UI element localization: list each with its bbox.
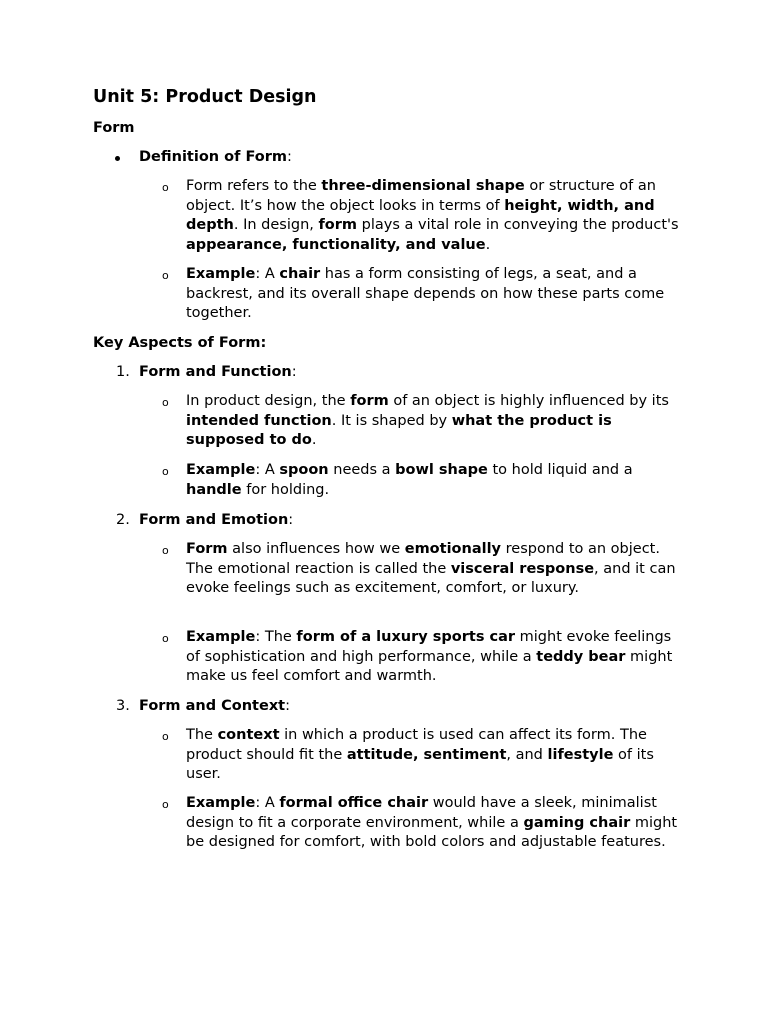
list-number: 3. — [116, 698, 130, 714]
function-paragraph: In product design, the form of an object is highly influenced by its intended function. It is shaped by what the product is supposed to do. — [186, 393, 669, 449]
definition-example-paragraph: Example: A chair has a form consisting of legs, a seat, and a backrest, and its overall shape depends on how these parts come together. — [186, 266, 665, 322]
sub-bullet-icon: o — [162, 465, 169, 478]
sub-bullet-icon: o — [162, 544, 169, 557]
sub-bullet-icon: o — [162, 269, 169, 282]
sub-bullet-icon: o — [162, 181, 169, 194]
definition-label-line — [139, 148, 292, 167]
function-example-paragraph: Example: A spoon needs a bowl shape to hold liquid and a handle for holding. — [186, 462, 633, 498]
bullet-dot-icon — [115, 156, 120, 161]
page-title: Unit 5: Product Design — [93, 87, 317, 107]
form-heading: Form — [93, 120, 135, 136]
definition-label: Definition of Form — [139, 149, 288, 165]
item-context-label: Form and Context — [139, 698, 286, 714]
list-number: 1. — [116, 364, 130, 380]
sub-bullet-icon: o — [162, 730, 169, 743]
item-emotion-label: Form and Emotion — [139, 512, 289, 528]
item-emotion-label-line: Form and Emotion: — [139, 512, 294, 528]
definition-paragraph: Form refers to the three-dimensional shape or structure of an object. It’s how the object looks in terms of height, width, and depth. In design, form plays a vital role in conveying the product's appearance, functionality, and value. — [186, 178, 679, 254]
sub-bullet-icon: o — [162, 632, 169, 645]
emotion-paragraph: Form also influences how we emotionally respond to an object. The emotional reaction is called the visceral response, and it can evoke feelings such as excitement, comfort, or luxury. — [186, 541, 676, 597]
item-function-label: Form and Function — [139, 364, 292, 380]
item-context-label-line: Form and Context: — [139, 698, 290, 714]
context-example-paragraph: Example: A formal office chair would have a sleek, minimalist design to fit a corporate environment, while a gaming chair might be designed for comfort, with bold colors and adjustable features. — [186, 795, 678, 851]
emotion-example-paragraph: Example: The form of a luxury sports car might evoke feelings of sophistication and high performance, while a teddy bear might make us feel comfort and warmth. — [186, 629, 673, 685]
sub-bullet-icon: o — [162, 798, 169, 811]
item-function-label-line: Form and Function: — [139, 364, 297, 380]
context-paragraph: The context in which a product is used can affect its form. The product should fit the attitude, sentiment, and lifestyle of its user. — [186, 727, 654, 783]
list-number: 2. — [116, 512, 130, 528]
key-aspects-heading: Key Aspects of Form: — [93, 335, 267, 351]
definition-colon: : — [287, 149, 292, 165]
sub-bullet-icon: o — [162, 396, 169, 409]
